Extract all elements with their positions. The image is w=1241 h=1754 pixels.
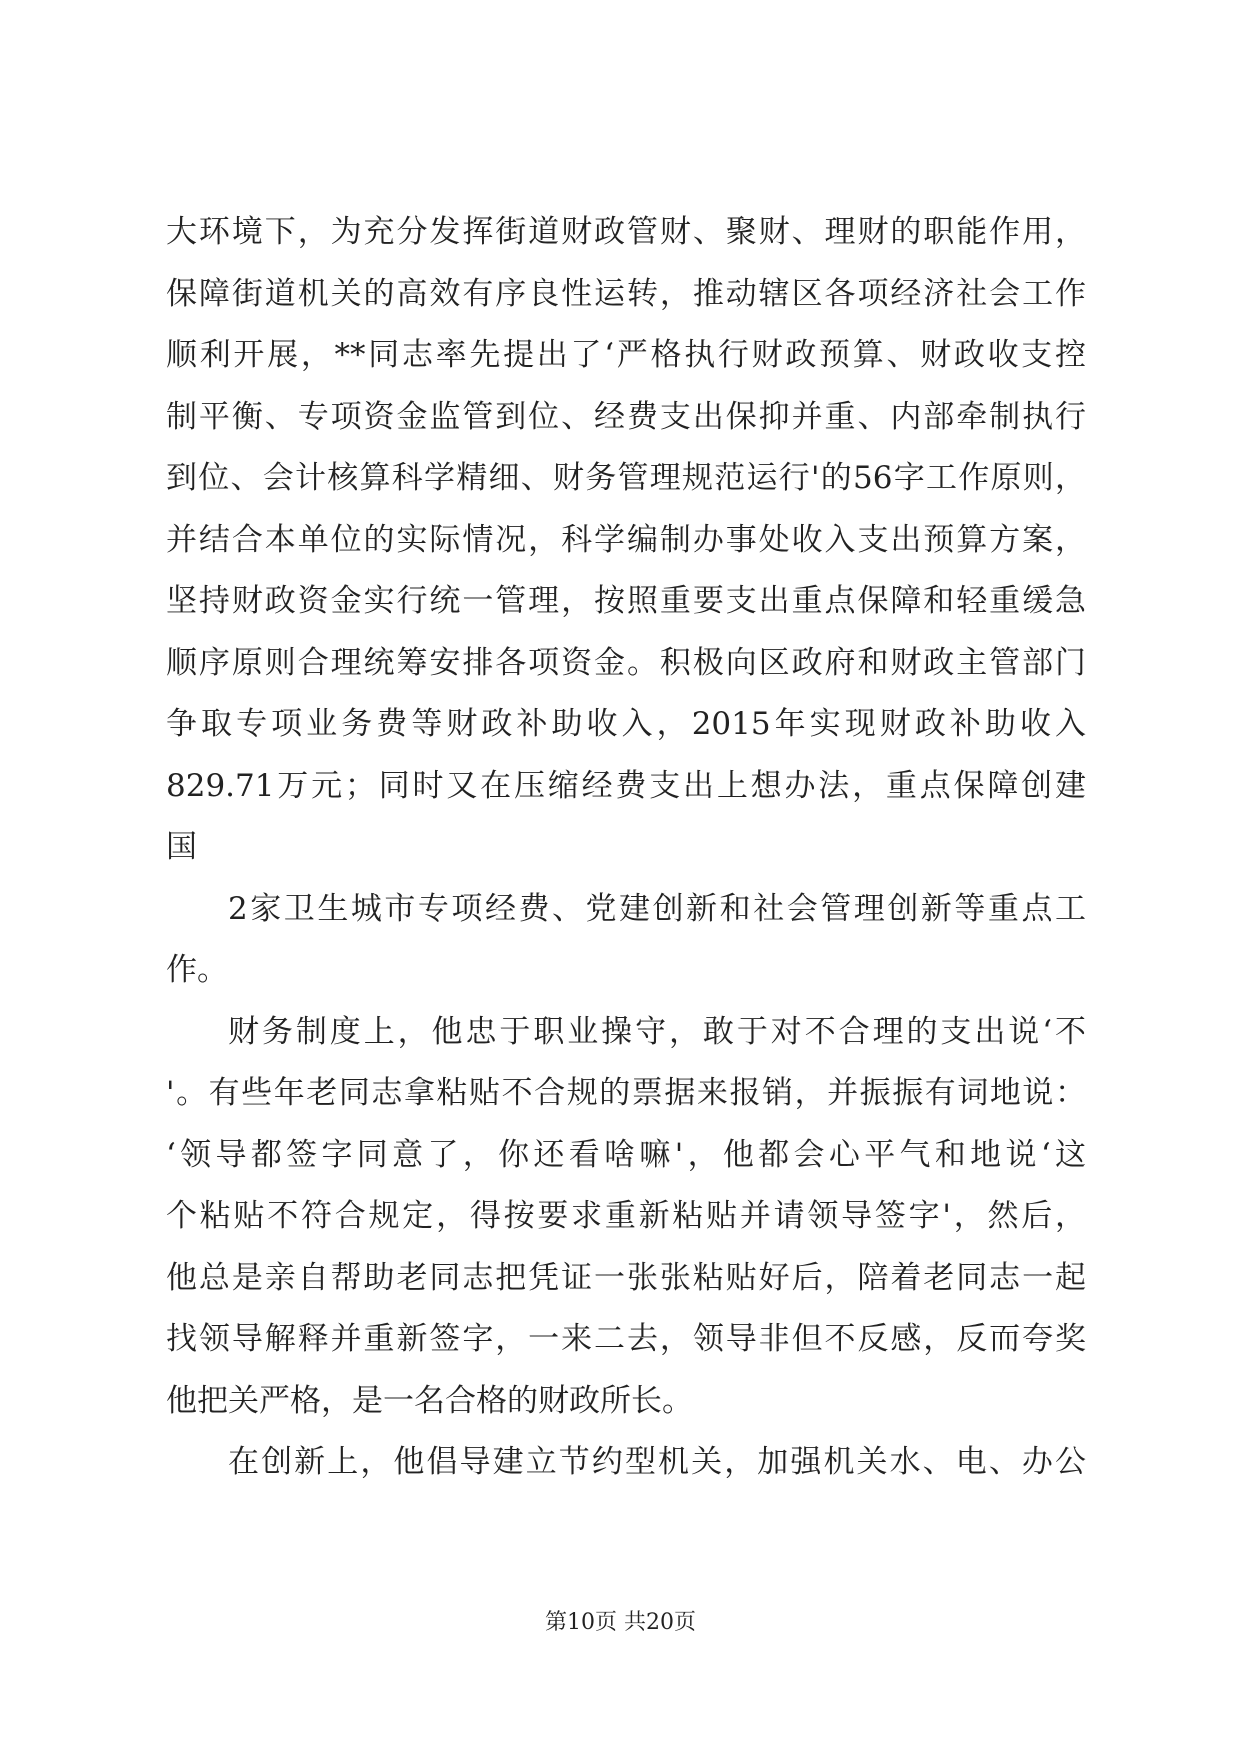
text-line: 并结合本单位的实际情况，科学编制办事处收入支出预算方案， [166, 521, 1086, 558]
text-line: 他总是亲自帮助老同志把凭证一张张粘贴好后，陪着老同志一起 [166, 1259, 1086, 1296]
text-line: ‘领导都签字同意了，你还看啥嘛'，他都会心平气和地说‘这 [166, 1136, 1086, 1173]
text-line: 个粘贴不符合规定，得按要求重新粘贴并请领导签字'，然后， [166, 1198, 1086, 1234]
paragraph-first-line: 财务制度上，他忠于职业操守，敢于对不合理的支出说‘不 [228, 1013, 1086, 1050]
text-line: 顺利开展，**同志率先提出了‘严格执行财政预算、财政收支控 [166, 337, 1086, 373]
text-line: 作。 [166, 952, 228, 988]
page-footer [0, 1608, 1241, 1638]
paragraph-first-line: 在创新上，他倡导建立节约型机关，加强机关水、电、办公 [228, 1444, 1086, 1480]
page-number: 第10页 共20页 [545, 1610, 696, 1635]
text-line: 制平衡、专项资金监管到位、经费支出保抑并重、内部牵制执行 [166, 398, 1086, 435]
text-line: 顺序原则合理统筹安排各项资金。积极向区政府和财政主管部门 [166, 644, 1086, 681]
text-line: 大环境下，为充分发挥街道财政管财、聚财、理财的职能作用， [166, 214, 1086, 250]
text-line: 坚持财政资金实行统一管理，按照重要支出重点保障和轻重缓急 [166, 583, 1086, 619]
text-line: 保障街道机关的高效有序良性运转，推动辖区各项经济社会工作 [166, 275, 1086, 312]
text-line: 国 [166, 829, 197, 865]
paragraph-first-line: 2家卫生城市专项经费、党建创新和社会管理创新等重点工 [228, 890, 1086, 927]
body-text [166, 202, 1086, 1494]
text-line: 到位、会计核算科学精细、财务管理规范运行'的56字工作原则， [166, 460, 1086, 496]
text-line: '。有些年老同志拿粘贴不合规的票据来报销，并振振有词地说： [166, 1075, 1086, 1111]
text-line: 829.71万元；同时又在压缩经费支出上想办法，重点保障创建 [166, 767, 1086, 804]
text-line: 他把关严格，是一名合格的财政所长。 [166, 1382, 693, 1419]
text-line: 争取专项业务费等财政补助收入，2015年实现财政补助收入 [166, 706, 1086, 742]
text-line: 找领导解释并重新签字，一来二去，领导非但不反感，反而夸奖 [166, 1321, 1086, 1357]
